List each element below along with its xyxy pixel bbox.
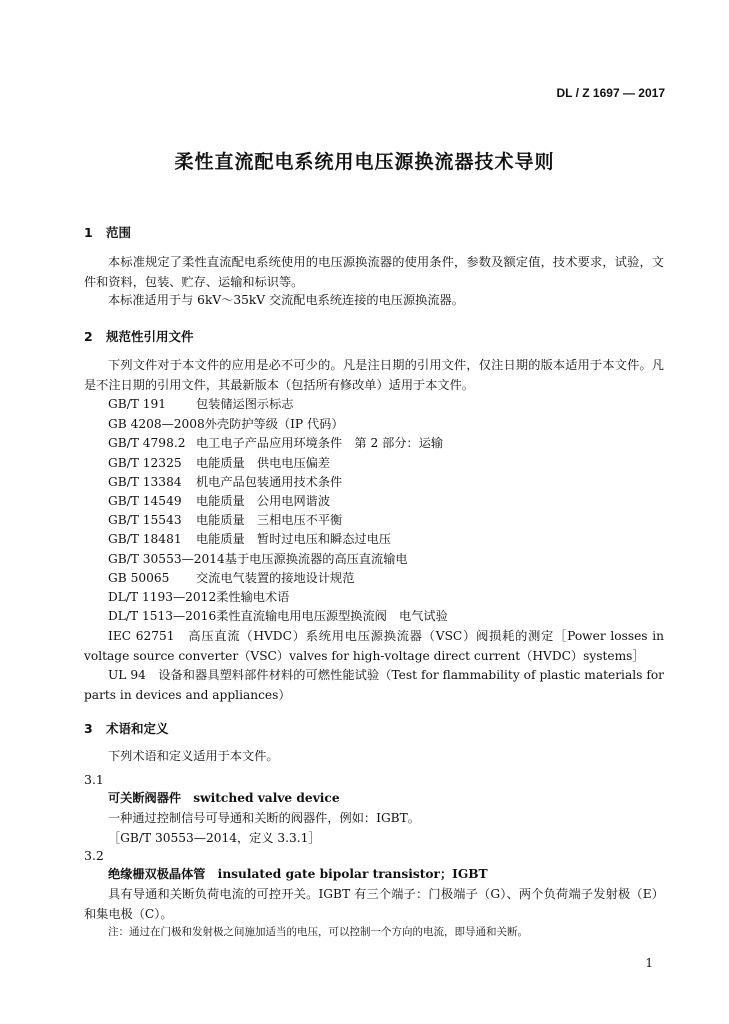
section-title: 术语和定义	[106, 721, 169, 736]
reference-code: GB/T 191	[108, 397, 167, 411]
section-number: 2	[84, 329, 93, 344]
scope-paragraph-1: 本标准规定了柔性直流配电系统使用的电压源换流器的使用条件，参数及额定值，技术要求，试验，文件和资料，包装、贮存、运输和标识等。	[84, 255, 664, 289]
term-source: ［GB/T 30553—2014，定义 3.3.1］	[108, 831, 321, 845]
reference-title: 电工电子产品应用环境条件 第 2 部分：运输	[196, 436, 444, 450]
section-number: 1	[84, 225, 93, 240]
reference-item	[108, 587, 289, 607]
document-title: 柔性直流配电系统用电压源换流器技术导则	[174, 151, 555, 173]
section-title: 规范性引用文件	[106, 329, 194, 344]
reference-item	[108, 414, 344, 434]
section-1-heading	[84, 223, 131, 241]
reference-code: GB/T 18481	[108, 532, 182, 546]
reference-title: 交流电气装置的接地设计规范	[196, 571, 355, 585]
reference-item	[108, 606, 448, 626]
reference-code: GB/T 13384	[108, 475, 182, 489]
terms-intro: 下列术语和定义适用于本文件。	[108, 749, 279, 763]
reference-code: GB 4208—2008	[108, 417, 205, 431]
reference-title: 电能质量 暂时过电压和瞬态过电压	[196, 532, 391, 546]
reference-code: GB 50065	[108, 571, 170, 585]
reference-code: GB/T 4798.2	[108, 436, 186, 450]
reference-item	[108, 549, 408, 569]
reference-iec: IEC 62751 高压直流（HVDC）系统用电压源换流器（VSC）阀损耗的测定［Power losses in voltage source converter（VSC）valves for high-voltage direct current（HVDC）systems］	[84, 629, 664, 663]
reference-code: GB/T 14549	[108, 494, 182, 508]
scope-paragraph-2: 本标准适用于与 6kV～35kV 交流配电系统连接的电压源换流器。	[108, 293, 464, 307]
reference-title: 柔性输电术语	[216, 590, 290, 604]
term-definition: 具有导通和关断负荷电流的可控开关。IGBT 有三个端子：门极端子（G）、两个负荷端子发射极（E）和集电极（C）。	[84, 887, 664, 921]
term-note: 注：通过在门极和发射极之间施加适当的电压，可以控制一个方向的电流，即导通和关断。	[108, 926, 528, 938]
reference-item	[108, 472, 342, 492]
reference-code: GB/T 30553—2014	[108, 552, 225, 566]
term-heading: 可关断阀器件 switched valve device	[108, 791, 340, 805]
reference-code: DL/T 1513—2016	[108, 609, 217, 623]
term-heading: 绝缘栅双极晶体管 insulated gate bipolar transistor；IGBT	[108, 867, 488, 881]
reference-item	[108, 568, 354, 588]
section-title: 范围	[106, 225, 132, 240]
page-number: 1	[645, 956, 653, 970]
reference-title: 机电产品包装通用技术条件	[196, 475, 343, 489]
reference-item	[108, 453, 330, 473]
reference-title: 电能质量 供电电压偏差	[196, 456, 331, 470]
references-intro: 下列文件对于本文件的应用是必不可少的。凡是注日期的引用文件，仅注日期的版本适用于本文件。凡是不注日期的引用文件，其最新版本（包括所有修改单）适用于本文件。	[84, 358, 664, 392]
reference-title: 电能质量 公用电网谐波	[196, 494, 331, 508]
section-2-heading	[84, 327, 194, 345]
section-number: 3	[84, 721, 93, 736]
reference-title: 包装储运图示标志	[196, 397, 294, 411]
section-3-heading	[84, 719, 169, 737]
reference-title: 电能质量 三相电压不平衡	[196, 513, 343, 527]
reference-title: 柔性直流输电用电压源型换流阀 电气试验	[216, 609, 448, 623]
reference-item	[108, 433, 443, 453]
reference-code: GB/T 15543	[108, 513, 182, 527]
reference-item	[108, 394, 294, 414]
reference-ul: UL 94 设备和器具塑料部件材料的可燃性能试验（Test for flammability of plastic materials for parts in devices and appliances）	[84, 668, 664, 702]
reference-code: GB/T 12325	[108, 456, 182, 470]
clause-number: 3.1	[84, 772, 104, 787]
reference-title: 外壳防护等级（IP 代码）	[204, 417, 344, 431]
reference-item	[108, 510, 342, 530]
clause-number: 3.2	[84, 848, 104, 863]
reference-item	[108, 491, 330, 511]
standard-code: DL / Z 1697 — 2017	[556, 86, 665, 100]
reference-code: DL/T 1193—2012	[108, 590, 217, 604]
term-definition: 一种通过控制信号可导通和关断的阀器件，例如：IGBT。	[108, 811, 420, 825]
reference-title: 基于电压源换流器的高压直流输电	[224, 552, 408, 566]
reference-item	[108, 529, 391, 549]
